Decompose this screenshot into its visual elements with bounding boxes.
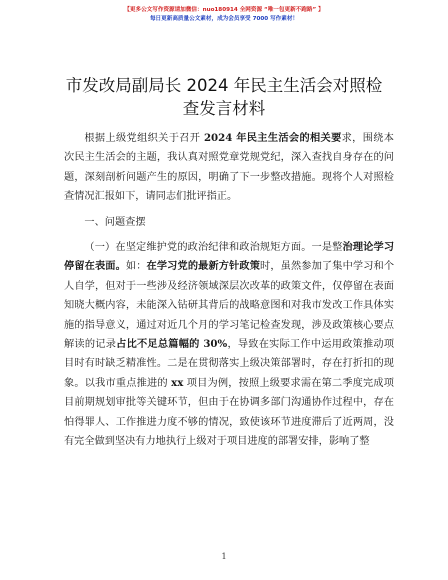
intro-run-2: 求，围绕本次民主生活会的主题，我认真对照党章党规党纪，深入查找自身存在的问题，深刻剖析问题产生的原因，明确了下一步整改措施。现将个人对照检查情况汇报如下，请同志们批评指正。 bbox=[64, 133, 394, 203]
para-run-0: （一）在坚定维护党的政治纪律和政治规矩方面。一是整 bbox=[84, 242, 343, 254]
para-run-8: 项目为例，按照上级要求需在第二季度完成项目前期规划审批等关键环节，但由于在协调多部门沟通协作过程中，存在怕得罪人、工作推进力度不够的情况，致使该环节进度滞后了近两周，没有完全做到坚决有力地执行上级对于项目进度的部署安排，影响了整 bbox=[64, 377, 394, 448]
para-run-4: 时，虽然参加了集中学习和个人自学，但对于一些涉及经济领域深层次改革的政策文件，仅停留在表面知晓大概内容，未能深入钻研其背后的战略意图和对我市发改工作具体实施的指导意义，通过对近几个月的学习笔记检查发现，涉及政策核心要点解读的记录 bbox=[64, 261, 395, 351]
para-run-2: 如： bbox=[125, 261, 147, 273]
para-run-5: 占比不足总篇幅的 30% bbox=[116, 338, 228, 351]
intro-paragraph bbox=[64, 129, 394, 207]
section-heading: 一、问题查摆 bbox=[84, 216, 146, 228]
page-number: 1 bbox=[221, 552, 227, 561]
intro-run-1: 2024 年民主生活会的相关要 bbox=[203, 132, 342, 144]
intro-run-0: 根据上级党组织关于召开 bbox=[84, 133, 204, 144]
para-run-6: ，导致在实际工作中运用政策推动项目时有时缺乏精准性。二是在贯彻落实上级决策部署时，存在打折扣的现象。以我市重点推进的 bbox=[64, 339, 395, 389]
issue-paragraph bbox=[64, 238, 394, 451]
para-run-3: 在学习党的最新方针政策 bbox=[146, 260, 261, 273]
promo-banner-line-1: 【更多公文写作资源请加微信：nuo180914 全网资源 “唯一包更新不跑路” 】 bbox=[124, 7, 324, 13]
document-body bbox=[64, 129, 394, 452]
para-run-7: xx bbox=[171, 376, 184, 389]
promo-banner-line-2: 每日更新高质量公文素材，成为会员享受 7000 写作素材！ bbox=[149, 16, 299, 22]
document-title: 市发改局副局长 2024 年民主生活会对照检查发言材料 bbox=[65, 76, 383, 118]
para-run-1: 治理论学习停留在表面。 bbox=[64, 241, 395, 273]
promo-banner bbox=[0, 6, 448, 24]
